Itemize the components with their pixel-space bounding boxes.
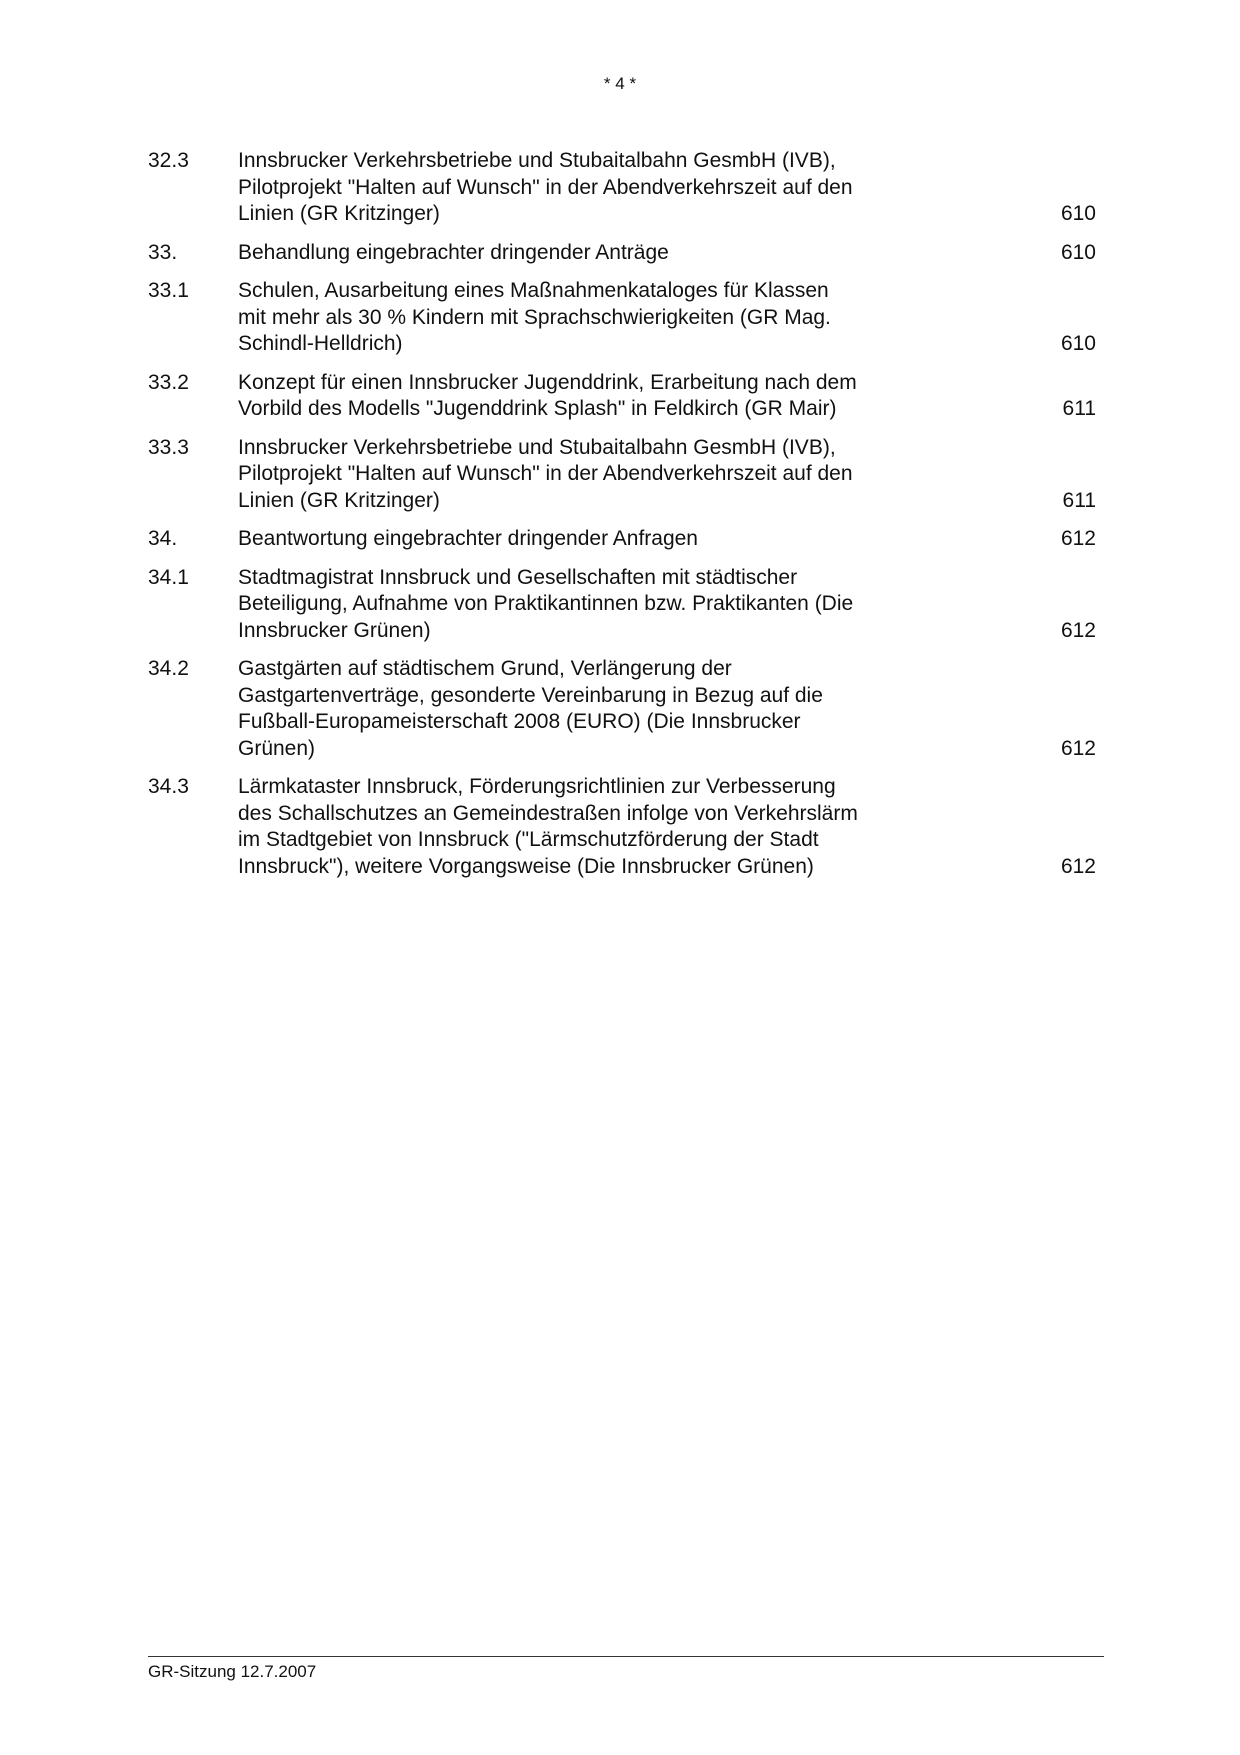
toc-entry-title-line: Gastgartenverträge, gesonderte Vereinbarung in Bezug auf die (238, 683, 823, 707)
toc-entry-number: 34.1 (148, 565, 189, 589)
toc-entry-title-line: Pilotprojekt "Halten auf Wunsch" in der Abendverkehrszeit auf den (238, 175, 853, 199)
toc-entry-title-line: Schindl-Helldrich) (238, 332, 403, 355)
page-number: * 4 * (603, 74, 637, 93)
footer-divider (148, 1656, 1104, 1657)
toc-entry-title-line: Gastgärten auf städtischem Grund, Verlängerung der (238, 657, 732, 680)
toc-entry-page: 610 (1060, 240, 1096, 264)
toc-entry-title (238, 435, 938, 515)
footer-session-date: GR-Sitzung 12.7.2007 (148, 1662, 317, 1681)
toc-entry-number: 33.3 (148, 435, 189, 459)
toc-entry-number: 32.3 (148, 149, 189, 172)
toc-entry-number: 34.2 (148, 657, 189, 680)
toc-entry-title-line: Innsbruck"), weitere Vorgangsweise (Die Innsbrucker Grünen) (238, 854, 814, 878)
toc-entry-title (238, 526, 938, 553)
toc-entry-title-line: Beteiligung, Aufnahme von Praktikantinnen bzw. Praktikanten (Die (238, 592, 854, 615)
toc-entry-title (238, 148, 938, 228)
table-of-contents (148, 148, 1098, 892)
toc-entry-title-line: Fußball-Europameisterschaft 2008 (EURO) (Die Innsbrucker (238, 710, 801, 733)
toc-entry-title-line: Behandlung eingebrachter dringender Anträge (238, 240, 669, 264)
toc-entry-title-line: Innsbrucker Grünen) (238, 618, 431, 642)
toc-entry (148, 526, 1098, 553)
toc-entry-title-line: Grünen) (238, 736, 316, 760)
toc-entry (148, 565, 1098, 645)
toc-entry-page: 612 (1060, 527, 1096, 550)
toc-entry (148, 278, 1098, 358)
toc-entry (148, 656, 1098, 762)
toc-entry-title-line: mit mehr als 30 % Kindern mit Sprachschwierigkeiten (GR Mag. (238, 305, 831, 329)
toc-entry-title (238, 565, 938, 645)
toc-entry-title-line: Stadtmagistrat Innsbruck und Gesellschaften mit städtischer (238, 565, 798, 589)
toc-entry (148, 240, 1098, 267)
toc-entry-title (238, 240, 938, 267)
toc-entry-number: 33. (148, 240, 178, 264)
toc-entry (148, 148, 1098, 228)
toc-entry-title-line: Lärmkataster Innsbruck, Förderungsrichtlinien zur Verbesserung (238, 775, 836, 798)
toc-entry-title-line: Innsbrucker Verkehrsbetriebe und Stubaitalbahn GesmbH (IVB), (238, 435, 836, 459)
toc-entry-title-line: Innsbrucker Verkehrsbetriebe und Stubaitalbahn GesmbH (IVB), (238, 149, 836, 172)
toc-entry-number: 33.2 (148, 370, 189, 394)
toc-entry-title-line: Vorbild des Modells "Jugenddrink Splash" in Feldkirch (GR Mair) (238, 397, 837, 420)
toc-entry-title-line: Schulen, Ausarbeitung eines Maßnahmenkataloges für Klassen (238, 279, 829, 302)
toc-entry-title-line: des Schallschutzes an Gemeindestraßen infolge von Verkehrslärm (238, 801, 858, 825)
toc-entry-title (238, 774, 938, 880)
toc-entry-page: 610 (1060, 332, 1096, 355)
toc-entry-title-line: Pilotprojekt "Halten auf Wunsch" in der Abendverkehrszeit auf den (238, 462, 853, 485)
toc-entry-title-line: im Stadtgebiet von Innsbruck ("Lärmschutzförderung der Stadt (238, 828, 819, 851)
toc-entry-number: 33.1 (148, 279, 189, 302)
toc-entry-number: 34. (148, 527, 178, 550)
toc-entry-title (238, 370, 938, 423)
toc-entry-title-line: Konzept für einen Innsbrucker Jugenddrink, Erarbeitung nach dem (238, 370, 857, 394)
toc-entry (148, 774, 1098, 880)
toc-entry-title (238, 278, 938, 358)
toc-entry-page: 612 (1060, 618, 1096, 642)
toc-entry-page: 612 (1060, 854, 1096, 878)
toc-entry-page: 610 (1060, 202, 1096, 225)
toc-entry-page: 612 (1060, 736, 1096, 760)
toc-entry-title-line: Linien (GR Kritzinger) (238, 202, 440, 225)
toc-entry (148, 370, 1098, 423)
toc-entry-title-line: Beantwortung eingebrachter dringender Anfragen (238, 527, 698, 550)
toc-entry-number: 34.3 (148, 775, 189, 798)
toc-entry (148, 435, 1098, 515)
toc-entry-page: 611 (1062, 397, 1096, 420)
toc-entry-title-line: Linien (GR Kritzinger) (238, 488, 440, 512)
toc-entry-page: 611 (1062, 488, 1096, 512)
toc-entry-title (238, 656, 938, 762)
